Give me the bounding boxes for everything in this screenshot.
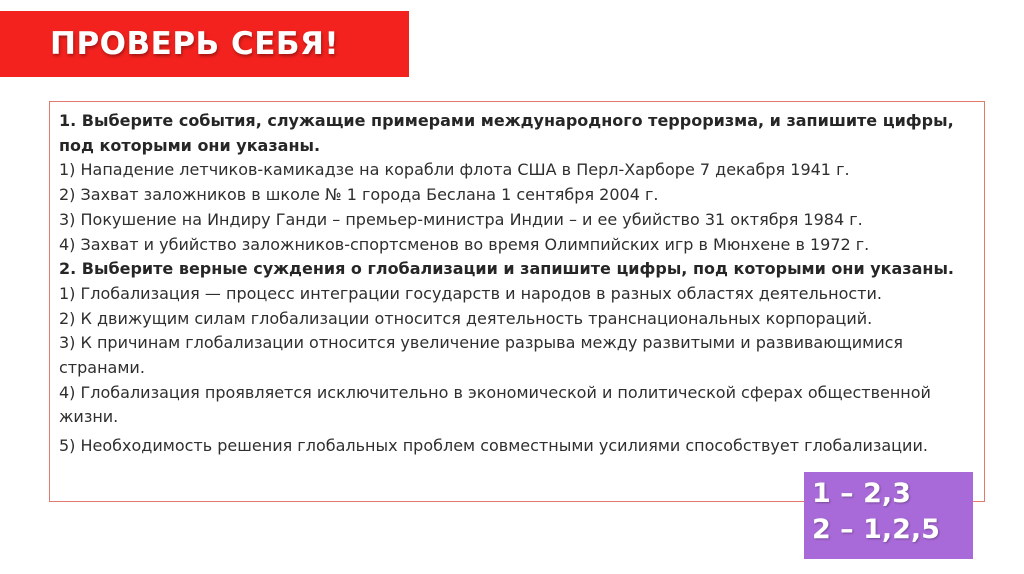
question-2-option-2: 2) К движущим силам глобализации относится деятельность транснациональных корпораций. — [59, 308, 873, 328]
question-2-option-5: 5) Необходимость решения глобальных проблем совместными усилиями способствует глобализации. — [59, 436, 928, 456]
questions-box — [49, 101, 985, 502]
answer-box — [804, 472, 973, 559]
question-2-heading: 2. Выберите верные суждения о глобализации и запишите цифры, под которыми они указаны. — [59, 259, 954, 279]
question-1-option-2: 2) Захват заложников в школе № 1 города Беслана 1 сентября 2004 г. — [59, 185, 659, 205]
question-1-option-4: 4) Захват и убийство заложников-спортсменов во время Олимпийских игр в Мюнхене в 1972 г. — [59, 234, 870, 254]
title-banner — [0, 11, 409, 77]
answer-2: 2 – 1,2,5 — [812, 514, 940, 545]
question-2-option-4: 4) Глобализация проявляется исключительно в экономической и политической сферах общественной жизни. — [59, 382, 931, 427]
question-2-option-1: 1) Глобализация — процесс интеграции государств и народов в разных областях деятельности. — [59, 283, 882, 303]
answer-1: 1 – 2,3 — [812, 478, 911, 509]
question-2-option-3: 3) К причинам глобализации относится увеличение разрыва между развитыми и развивающимися странами. — [59, 333, 904, 378]
question-1-option-1: 1) Нападение летчиков-камикадзе на корабли флота США в Перл-Харборе 7 декабря 1941 г. — [59, 160, 850, 180]
questions-content — [59, 109, 976, 459]
page-title: ПРОВЕРЬ СЕБЯ! — [50, 26, 340, 62]
question-1-option-3: 3) Покушение на Индиру Ганди – премьер-министра Индии – и ее убийство 31 октября 1984 г. — [59, 209, 863, 229]
question-1-heading: 1. Выберите события, служащие примерами международного терроризма, и запишите цифры, под которыми они указаны. — [59, 111, 954, 155]
